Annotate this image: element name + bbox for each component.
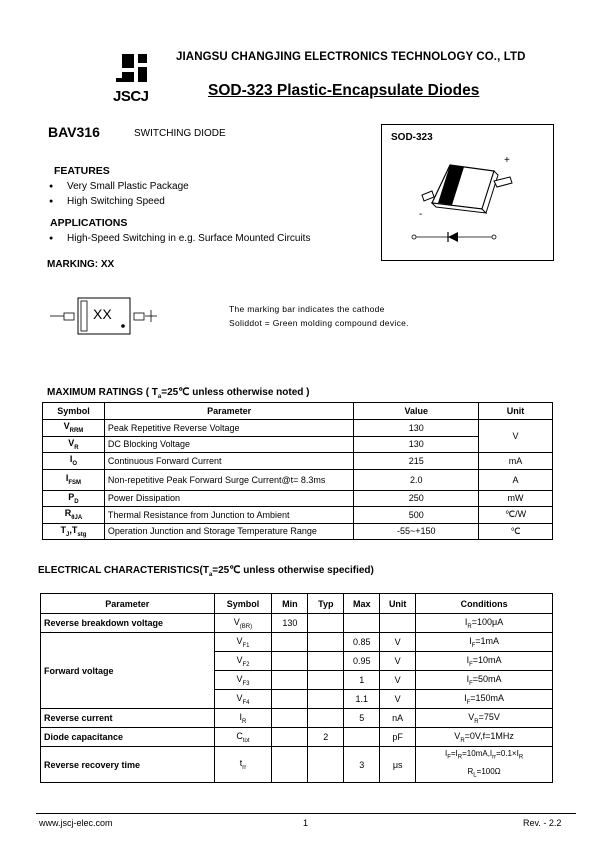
table-row: Reverse current $I_R$ 5 nA $V_R=75V$	[41, 709, 553, 728]
column-header: Symbol	[214, 594, 272, 614]
table-row: $P_D$ Power Dissipation 250 mW	[43, 490, 553, 507]
document-title: SOD-323 Plastic-Encapsulate Diodes	[208, 82, 480, 99]
feature-item: ● High Switching Speed	[67, 196, 165, 207]
table-row: $V_{F3}$ 1 V $I_F=50mA$	[41, 671, 553, 690]
marking-note-line2: Soliddot = Green molding compound device.	[229, 318, 409, 328]
table-row: $I_O$ Continuous Forward Current 215 mA	[43, 453, 553, 470]
table-row: $V_{F4}$ 1.1 V $I_F=150mA$	[41, 690, 553, 709]
max-ratings-heading: MAXIMUM RATINGS ( $T_a=25℃$ unless otherwise noted )	[47, 387, 310, 400]
table-row: Forward voltage $V_{F1}$ 0.85 V $I_F=1mA$	[41, 633, 553, 652]
column-header: Min	[272, 594, 308, 614]
table-row: Diode capacitance $C_{tot}$ 2 pF $V_R=0V,f=1MHz$	[41, 728, 553, 747]
marking-note-line1: The marking bar indicates the cathode	[229, 304, 385, 314]
table-row: Reverse recovery time $t_{rr}$ 3 μs $I_F=I_R=10mA,I_{rr}=0.1\times I_R$ $R_L=100\Omega$	[41, 747, 553, 783]
electrical-characteristics-table	[40, 593, 553, 783]
column-header: Parameter	[104, 403, 353, 420]
footer-revision: Rev. - 2.2	[523, 818, 562, 828]
feature-item: ● Very Small Plastic Package	[67, 181, 189, 192]
marking-code: XX	[93, 306, 112, 322]
package-drawing	[402, 147, 537, 255]
package-box	[381, 124, 554, 261]
part-description: SWITCHING DIODE	[134, 128, 226, 139]
table-row: $V_R$ DC Blocking Voltage 130	[43, 436, 553, 453]
package-minus-sign: -	[419, 209, 423, 220]
footer-divider	[36, 813, 576, 814]
part-number: BAV316	[48, 124, 100, 140]
column-header: Value	[354, 403, 479, 420]
max-ratings-table	[42, 402, 553, 540]
table-row: $I_{FSM}$ Non-repetitive Peak Forward Surge Current@t= 8.3ms 2.0 A	[43, 469, 553, 490]
marking-heading: MARKING: XX	[47, 259, 115, 270]
logo-text: JSCJ	[113, 88, 149, 105]
features-heading: FEATURES	[54, 165, 110, 177]
table-row: Reverse breakdown voltage $V_{(BR)}$ 130 $I_R=100\mu A$	[41, 614, 553, 633]
column-header: Max	[344, 594, 380, 614]
table-row: $V_{RRM}$ Peak Repetitive Reverse Voltage 130 V	[43, 420, 553, 437]
application-item: ● High-Speed Switching in e.g. Surface Mounted Circuits	[67, 233, 310, 244]
table-row: $V_{F2}$ 0.95 V $I_F=10mA$	[41, 652, 553, 671]
company-name: JIANGSU CHANGJING ELECTRONICS TECHNOLOGY CO., LTD	[176, 51, 526, 63]
elec-heading: ELECTRICAL $CHARACTERISTICS(T_a=25℃$ unless otherwise specified)	[38, 565, 374, 578]
column-header: Conditions	[416, 594, 553, 614]
column-header: Symbol	[43, 403, 105, 420]
column-header: Typ	[308, 594, 344, 614]
column-header: Parameter	[41, 594, 215, 614]
table-row: $R_{\theta JA}$ Thermal Resistance from Junction to Ambient 500 ℃/W	[43, 507, 553, 524]
package-label: SOD-323	[391, 132, 433, 143]
column-header: Unit	[479, 403, 553, 420]
column-header: Unit	[380, 594, 416, 614]
footer-page-number: 1	[303, 818, 309, 828]
table-row: $T_J,T_{stg}$ Operation Junction and Storage Temperature Range -55~+150 ℃	[43, 523, 553, 540]
applications-heading: APPLICATIONS	[50, 217, 128, 229]
footer-url: www.jscj-elec.com	[39, 818, 113, 828]
package-plus-sign: +	[504, 155, 510, 166]
